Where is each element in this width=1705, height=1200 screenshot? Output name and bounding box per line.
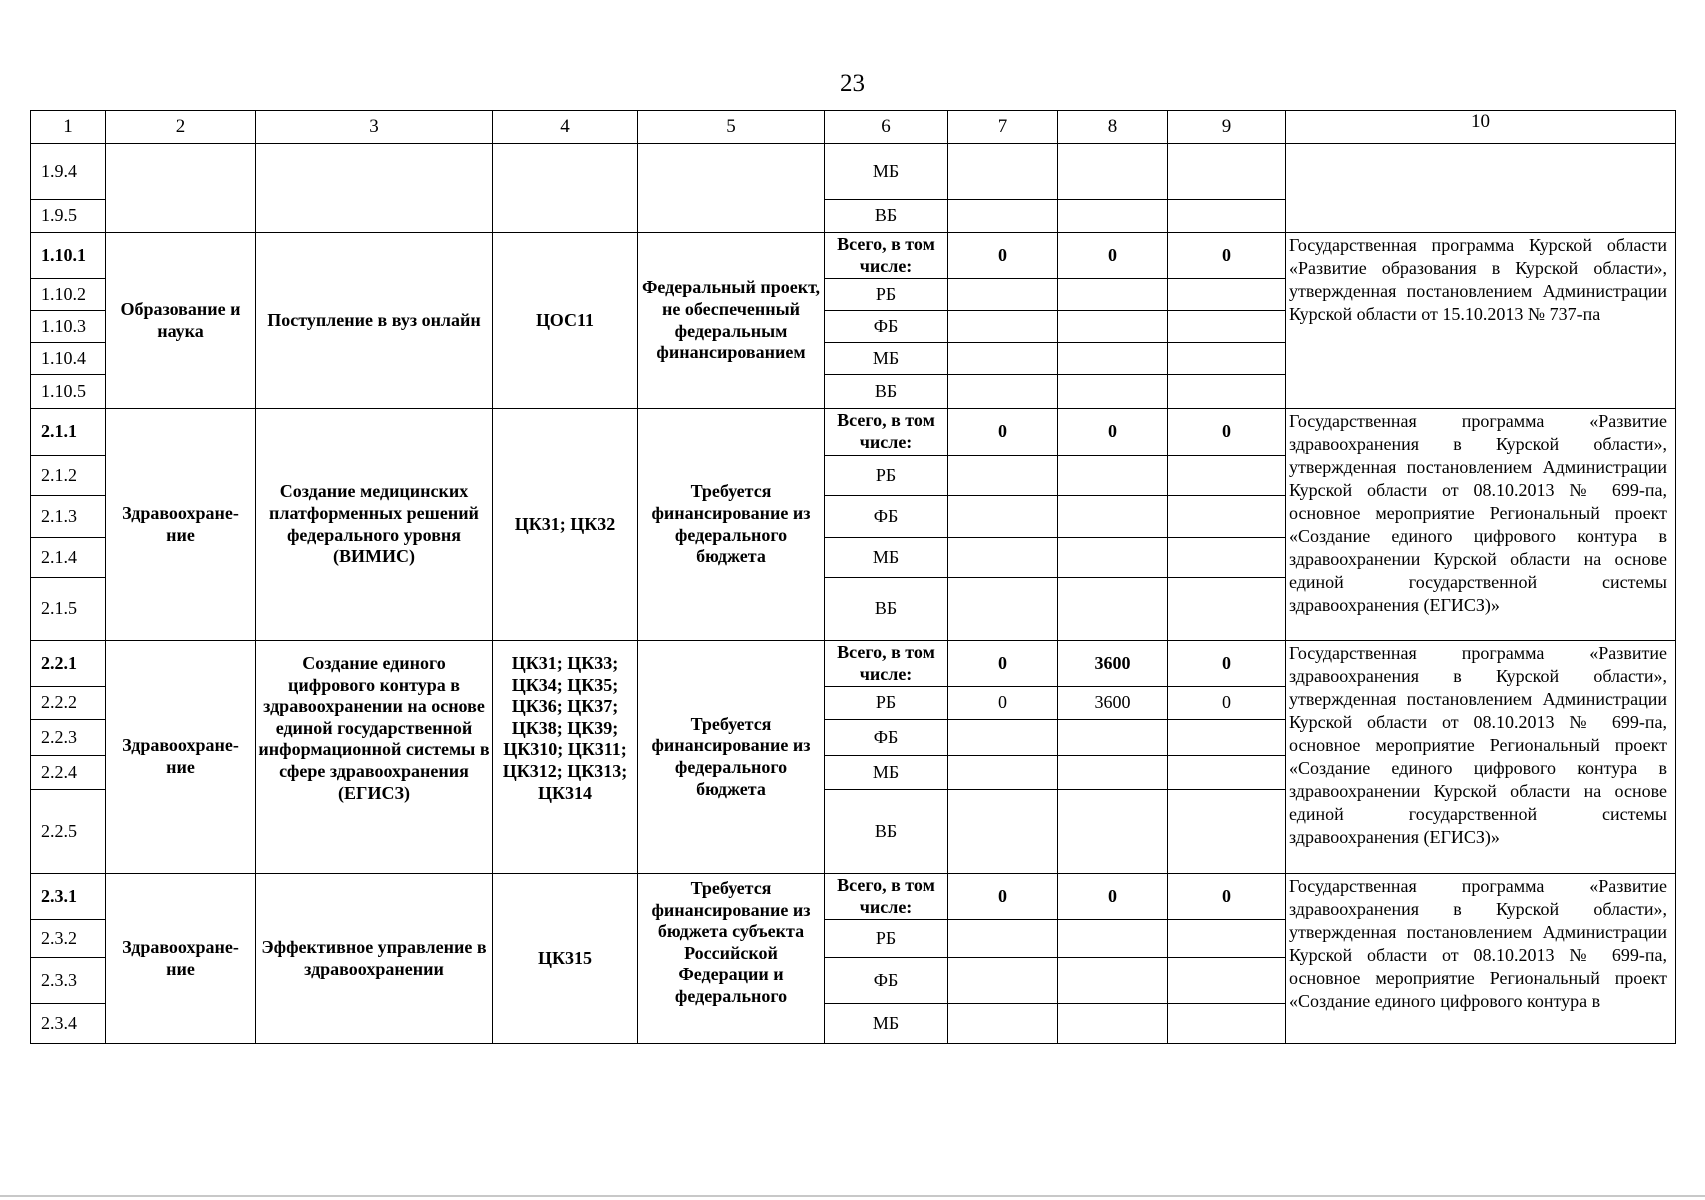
value-cell: 0 bbox=[1168, 409, 1286, 456]
row-number: 2.2.1 bbox=[31, 641, 106, 687]
title-cell: Эффективное управление в здравоохранении bbox=[256, 874, 493, 1044]
value-cell bbox=[1058, 375, 1168, 409]
value-cell bbox=[1058, 920, 1168, 958]
value-cell bbox=[1168, 958, 1286, 1004]
value-cell bbox=[1168, 375, 1286, 409]
source-total-cell: Всего, в том числе: bbox=[825, 233, 948, 279]
value-cell: 0 bbox=[1168, 687, 1286, 720]
row-number: 2.2.2 bbox=[31, 687, 106, 720]
source-cell: РБ bbox=[825, 456, 948, 496]
value-cell: 0 bbox=[948, 409, 1058, 456]
source-total-cell: Всего, в том числе: bbox=[825, 874, 948, 920]
table-row bbox=[31, 144, 1676, 200]
row-number: 2.1.3 bbox=[31, 496, 106, 538]
value-cell bbox=[1168, 720, 1286, 756]
code-cell: ЦК31; ЦК33; ЦК34; ЦК35; ЦК36; ЦК37; ЦК38; ЦК39; ЦК310; ЦК311; ЦК312; ЦК313; ЦК314 bbox=[493, 641, 638, 874]
title-cell: Создание единого цифрового контура в здравоохранении на основе единой государственной информационной системы в сфере здравоохранения (ЕГИСЗ) bbox=[256, 641, 493, 874]
title-cell: Поступление в вуз онлайн bbox=[256, 233, 493, 409]
source-cell: ФБ bbox=[825, 496, 948, 538]
value-cell bbox=[1058, 790, 1168, 874]
page-number: 23 bbox=[840, 70, 865, 97]
program-table bbox=[30, 110, 1676, 1044]
source-total-cell: Всего, в том числе: bbox=[825, 409, 948, 456]
value-cell: 0 bbox=[1058, 409, 1168, 456]
basis-cell bbox=[1286, 144, 1676, 233]
value-cell bbox=[948, 375, 1058, 409]
value-cell: 0 bbox=[1168, 641, 1286, 687]
value-cell bbox=[948, 343, 1058, 375]
value-cell bbox=[1168, 456, 1286, 496]
row-number: 2.1.5 bbox=[31, 578, 106, 641]
title-cell bbox=[256, 144, 493, 233]
value-cell bbox=[948, 144, 1058, 200]
source-cell: ВБ bbox=[825, 200, 948, 233]
row-number: 2.1.2 bbox=[31, 456, 106, 496]
value-cell bbox=[1058, 1004, 1168, 1044]
value-cell bbox=[1058, 279, 1168, 311]
source-cell: ВБ bbox=[825, 375, 948, 409]
funding-cell: Требуется финансирование из бюджета субъекта Российской Федерации и федерального bbox=[638, 874, 825, 1044]
funding-cell: Требуется финансирование из федерального бюджета bbox=[638, 409, 825, 641]
row-number: 1.10.2 bbox=[31, 279, 106, 311]
value-cell: 0 bbox=[948, 641, 1058, 687]
code-cell: ЦК31; ЦК32 bbox=[493, 409, 638, 641]
value-cell bbox=[1168, 144, 1286, 200]
column-header: 5 bbox=[638, 111, 825, 144]
value-cell: 0 bbox=[1168, 874, 1286, 920]
column-header: 1 bbox=[31, 111, 106, 144]
value-cell bbox=[948, 456, 1058, 496]
row-number: 1.10.1 bbox=[31, 233, 106, 279]
source-cell: ФБ bbox=[825, 720, 948, 756]
value-cell bbox=[1168, 279, 1286, 311]
value-cell bbox=[1168, 756, 1286, 790]
value-cell bbox=[1168, 920, 1286, 958]
value-cell bbox=[948, 920, 1058, 958]
row-number: 1.10.3 bbox=[31, 311, 106, 343]
value-cell bbox=[1168, 578, 1286, 641]
value-cell bbox=[1058, 456, 1168, 496]
column-header: 3 bbox=[256, 111, 493, 144]
area-cell: Здравоохране-ние bbox=[106, 874, 256, 1044]
column-header: 7 bbox=[948, 111, 1058, 144]
row-number: 2.3.1 bbox=[31, 874, 106, 920]
row-number: 1.10.4 bbox=[31, 343, 106, 375]
value-cell: 0 bbox=[948, 874, 1058, 920]
value-cell bbox=[1058, 311, 1168, 343]
basis-cell: Государственная программа Курской области «Развитие образования в Курской области», утвержденная постановлением Администрации Курской области от 15.10.2013 № 737-па bbox=[1286, 233, 1676, 409]
table-row bbox=[31, 641, 1676, 687]
column-header: 6 bbox=[825, 111, 948, 144]
row-number: 1.9.4 bbox=[31, 144, 106, 200]
value-cell bbox=[1168, 311, 1286, 343]
value-cell bbox=[1058, 343, 1168, 375]
column-header: 8 bbox=[1058, 111, 1168, 144]
source-cell: МБ bbox=[825, 144, 948, 200]
source-cell: МБ bbox=[825, 1004, 948, 1044]
funding-cell: Федеральный проект, не обеспеченный федеральным финансированием bbox=[638, 233, 825, 409]
source-cell: РБ bbox=[825, 279, 948, 311]
column-header: 4 bbox=[493, 111, 638, 144]
source-cell: ФБ bbox=[825, 958, 948, 1004]
code-cell: ЦОС11 bbox=[493, 233, 638, 409]
value-cell bbox=[948, 496, 1058, 538]
row-number: 2.2.3 bbox=[31, 720, 106, 756]
value-cell bbox=[1058, 538, 1168, 578]
value-cell bbox=[948, 311, 1058, 343]
value-cell bbox=[1058, 496, 1168, 538]
row-number: 2.2.4 bbox=[31, 756, 106, 790]
value-cell: 3600 bbox=[1058, 687, 1168, 720]
value-cell bbox=[1058, 144, 1168, 200]
source-cell: РБ bbox=[825, 687, 948, 720]
value-cell: 0 bbox=[1058, 233, 1168, 279]
row-number: 2.3.2 bbox=[31, 920, 106, 958]
basis-cell: Государственная программа «Развитие здравоохранения в Курской области», утвержденная постановлением Администрации Курской области от 08.10.2013 № 699-па, основное мероприятие Региональный проект «Создание единого цифрового контура в здравоохранении Курской области на основе единой государственной системы здравоохранения (ЕГИСЗ)» bbox=[1286, 409, 1676, 641]
area-cell: Здравоохране-ние bbox=[106, 641, 256, 874]
value-cell bbox=[948, 538, 1058, 578]
row-number: 1.10.5 bbox=[31, 375, 106, 409]
value-cell bbox=[1058, 200, 1168, 233]
row-number: 2.1.1 bbox=[31, 409, 106, 456]
value-cell bbox=[1168, 496, 1286, 538]
area-cell: Образование и наука bbox=[106, 233, 256, 409]
table-row bbox=[31, 409, 1676, 456]
value-cell bbox=[948, 578, 1058, 641]
source-total-cell: Всего, в том числе: bbox=[825, 641, 948, 687]
value-cell bbox=[1168, 200, 1286, 233]
source-cell: ФБ bbox=[825, 311, 948, 343]
code-cell: ЦК315 bbox=[493, 874, 638, 1044]
value-cell bbox=[948, 279, 1058, 311]
source-cell: РБ bbox=[825, 920, 948, 958]
row-number: 2.2.5 bbox=[31, 790, 106, 874]
value-cell bbox=[1168, 790, 1286, 874]
value-cell bbox=[948, 720, 1058, 756]
value-cell: 0 bbox=[1058, 874, 1168, 920]
value-cell bbox=[1058, 756, 1168, 790]
value-cell bbox=[1058, 578, 1168, 641]
value-cell: 0 bbox=[1168, 233, 1286, 279]
table-row bbox=[31, 233, 1676, 279]
column-header: 2 bbox=[106, 111, 256, 144]
row-number: 2.3.3 bbox=[31, 958, 106, 1004]
basis-cell: Государственная программа «Развитие здравоохранения в Курской области», утвержденная постановлением Администрации Курской области от 08.10.2013 № 699-па, основное мероприятие Региональный проект «Создание единого цифрового контура в bbox=[1286, 874, 1676, 1044]
page-edge-line bbox=[0, 1195, 1705, 1197]
funding-cell bbox=[638, 144, 825, 233]
table-row bbox=[31, 874, 1676, 920]
code-cell bbox=[493, 144, 638, 233]
value-cell bbox=[948, 790, 1058, 874]
row-number: 2.1.4 bbox=[31, 538, 106, 578]
source-cell: МБ bbox=[825, 343, 948, 375]
row-number: 1.9.5 bbox=[31, 200, 106, 233]
value-cell bbox=[1168, 343, 1286, 375]
value-cell bbox=[948, 958, 1058, 1004]
area-cell: Здравоохране-ние bbox=[106, 409, 256, 641]
value-cell: 0 bbox=[948, 687, 1058, 720]
value-cell bbox=[1168, 538, 1286, 578]
source-cell: МБ bbox=[825, 756, 948, 790]
value-cell bbox=[948, 756, 1058, 790]
title-cell: Создание медицинских платформенных решений федерального уровня (ВИМИС) bbox=[256, 409, 493, 641]
value-cell: 3600 bbox=[1058, 641, 1168, 687]
source-cell: МБ bbox=[825, 538, 948, 578]
funding-cell: Требуется финансирование из федерального бюджета bbox=[638, 641, 825, 874]
value-cell bbox=[948, 200, 1058, 233]
header-row bbox=[31, 111, 1676, 144]
value-cell bbox=[1058, 958, 1168, 1004]
value-cell bbox=[948, 1004, 1058, 1044]
column-header: 10 bbox=[1286, 111, 1676, 144]
row-number: 2.3.4 bbox=[31, 1004, 106, 1044]
value-cell: 0 bbox=[948, 233, 1058, 279]
source-cell: ВБ bbox=[825, 790, 948, 874]
area-cell bbox=[106, 144, 256, 233]
column-header: 9 bbox=[1168, 111, 1286, 144]
basis-cell: Государственная программа «Развитие здравоохранения в Курской области», утвержденная постановлением Администрации Курской области от 08.10.2013 № 699-па, основное мероприятие Региональный проект «Создание единого цифрового контура в здравоохранении Курской области на основе единой государственной системы здравоохранения (ЕГИСЗ)» bbox=[1286, 641, 1676, 874]
value-cell bbox=[1058, 720, 1168, 756]
value-cell bbox=[1168, 1004, 1286, 1044]
source-cell: ВБ bbox=[825, 578, 948, 641]
